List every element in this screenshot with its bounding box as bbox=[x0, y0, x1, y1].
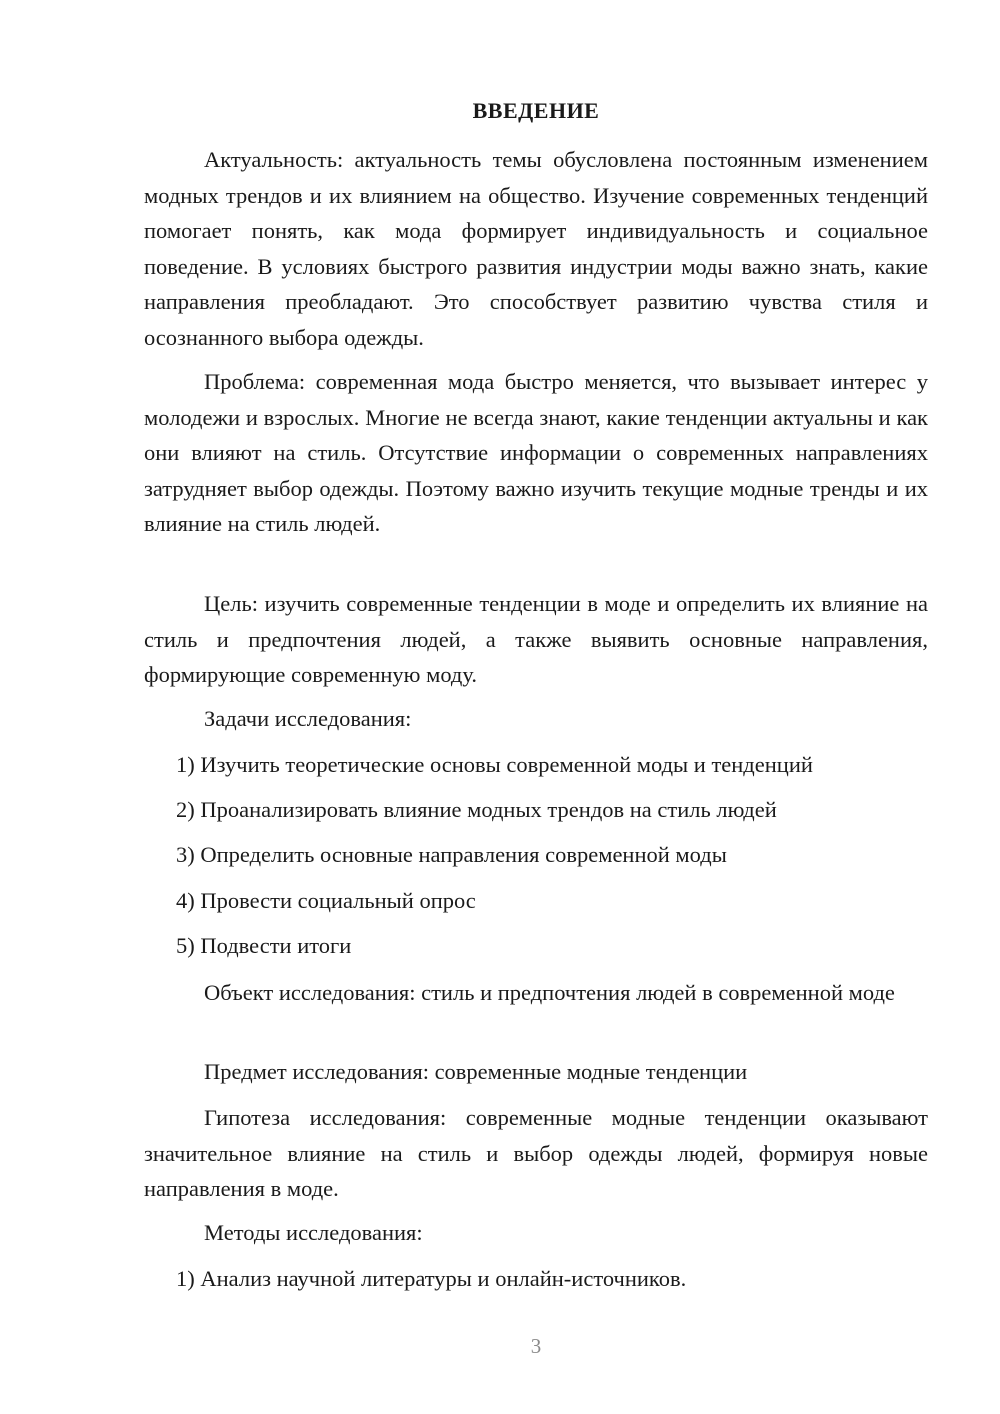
page-number: 3 bbox=[530, 1334, 542, 1358]
task-item-2: 2) Проанализировать влияние модных трендов на стиль людей bbox=[176, 797, 777, 822]
method-item-1: 1) Анализ научной литературы и онлайн-источников. bbox=[176, 1266, 687, 1291]
task-item-1: 1) Изучить теоретические основы современной моды и тенденций bbox=[176, 752, 813, 777]
problem-paragraph: Проблема: современная мода быстро меняется, что вызывает интерес у молодежи и взрослых. Многие не всегда знают, какие тенденции актуальны и как они влияют на стиль. Отсутствие информации о современных направлениях затрудняет выбор одежды. Поэтому важно изучить текущие модные тренды и их влияние на стиль людей. bbox=[144, 369, 928, 536]
task-item-5: 5) Подвести итоги bbox=[176, 933, 352, 958]
subject-line: Предмет исследования: современные модные тенденции bbox=[204, 1059, 748, 1084]
tasks-heading: Задачи исследования: bbox=[204, 706, 412, 731]
task-item-4: 4) Провести социальный опрос bbox=[176, 888, 476, 913]
methods-heading: Методы исследования: bbox=[204, 1220, 423, 1245]
relevance-paragraph: Актуальность: актуальность темы обусловлена постоянным изменением модных трендов и их влиянием на общество. Изучение современных тенденций помогает понять, как мода формирует индивидуальность и социальное поведение. В условиях быстрого развития индустрии моды важно знать, какие направления преобладают. Это способствует развитию чувства стиля и осознанного выбора одежды. bbox=[144, 147, 928, 350]
goal-paragraph: Цель: изучить современные тенденции в моде и определить их влияние на стиль и предпочтения людей, а также выявить основные направления, формирующие современную моду. bbox=[144, 591, 928, 687]
hypothesis-paragraph: Гипотеза исследования: современные модные тенденции оказывают значительное влияние на стиль и выбор одежды людей, формируя новые направления в моде. bbox=[144, 1105, 928, 1201]
section-heading: ВВЕДЕНИЕ bbox=[472, 98, 600, 123]
task-item-3: 3) Определить основные направления современной моды bbox=[176, 842, 727, 867]
object-paragraph: Объект исследования: стиль и предпочтения людей в современной моде bbox=[204, 980, 895, 1005]
